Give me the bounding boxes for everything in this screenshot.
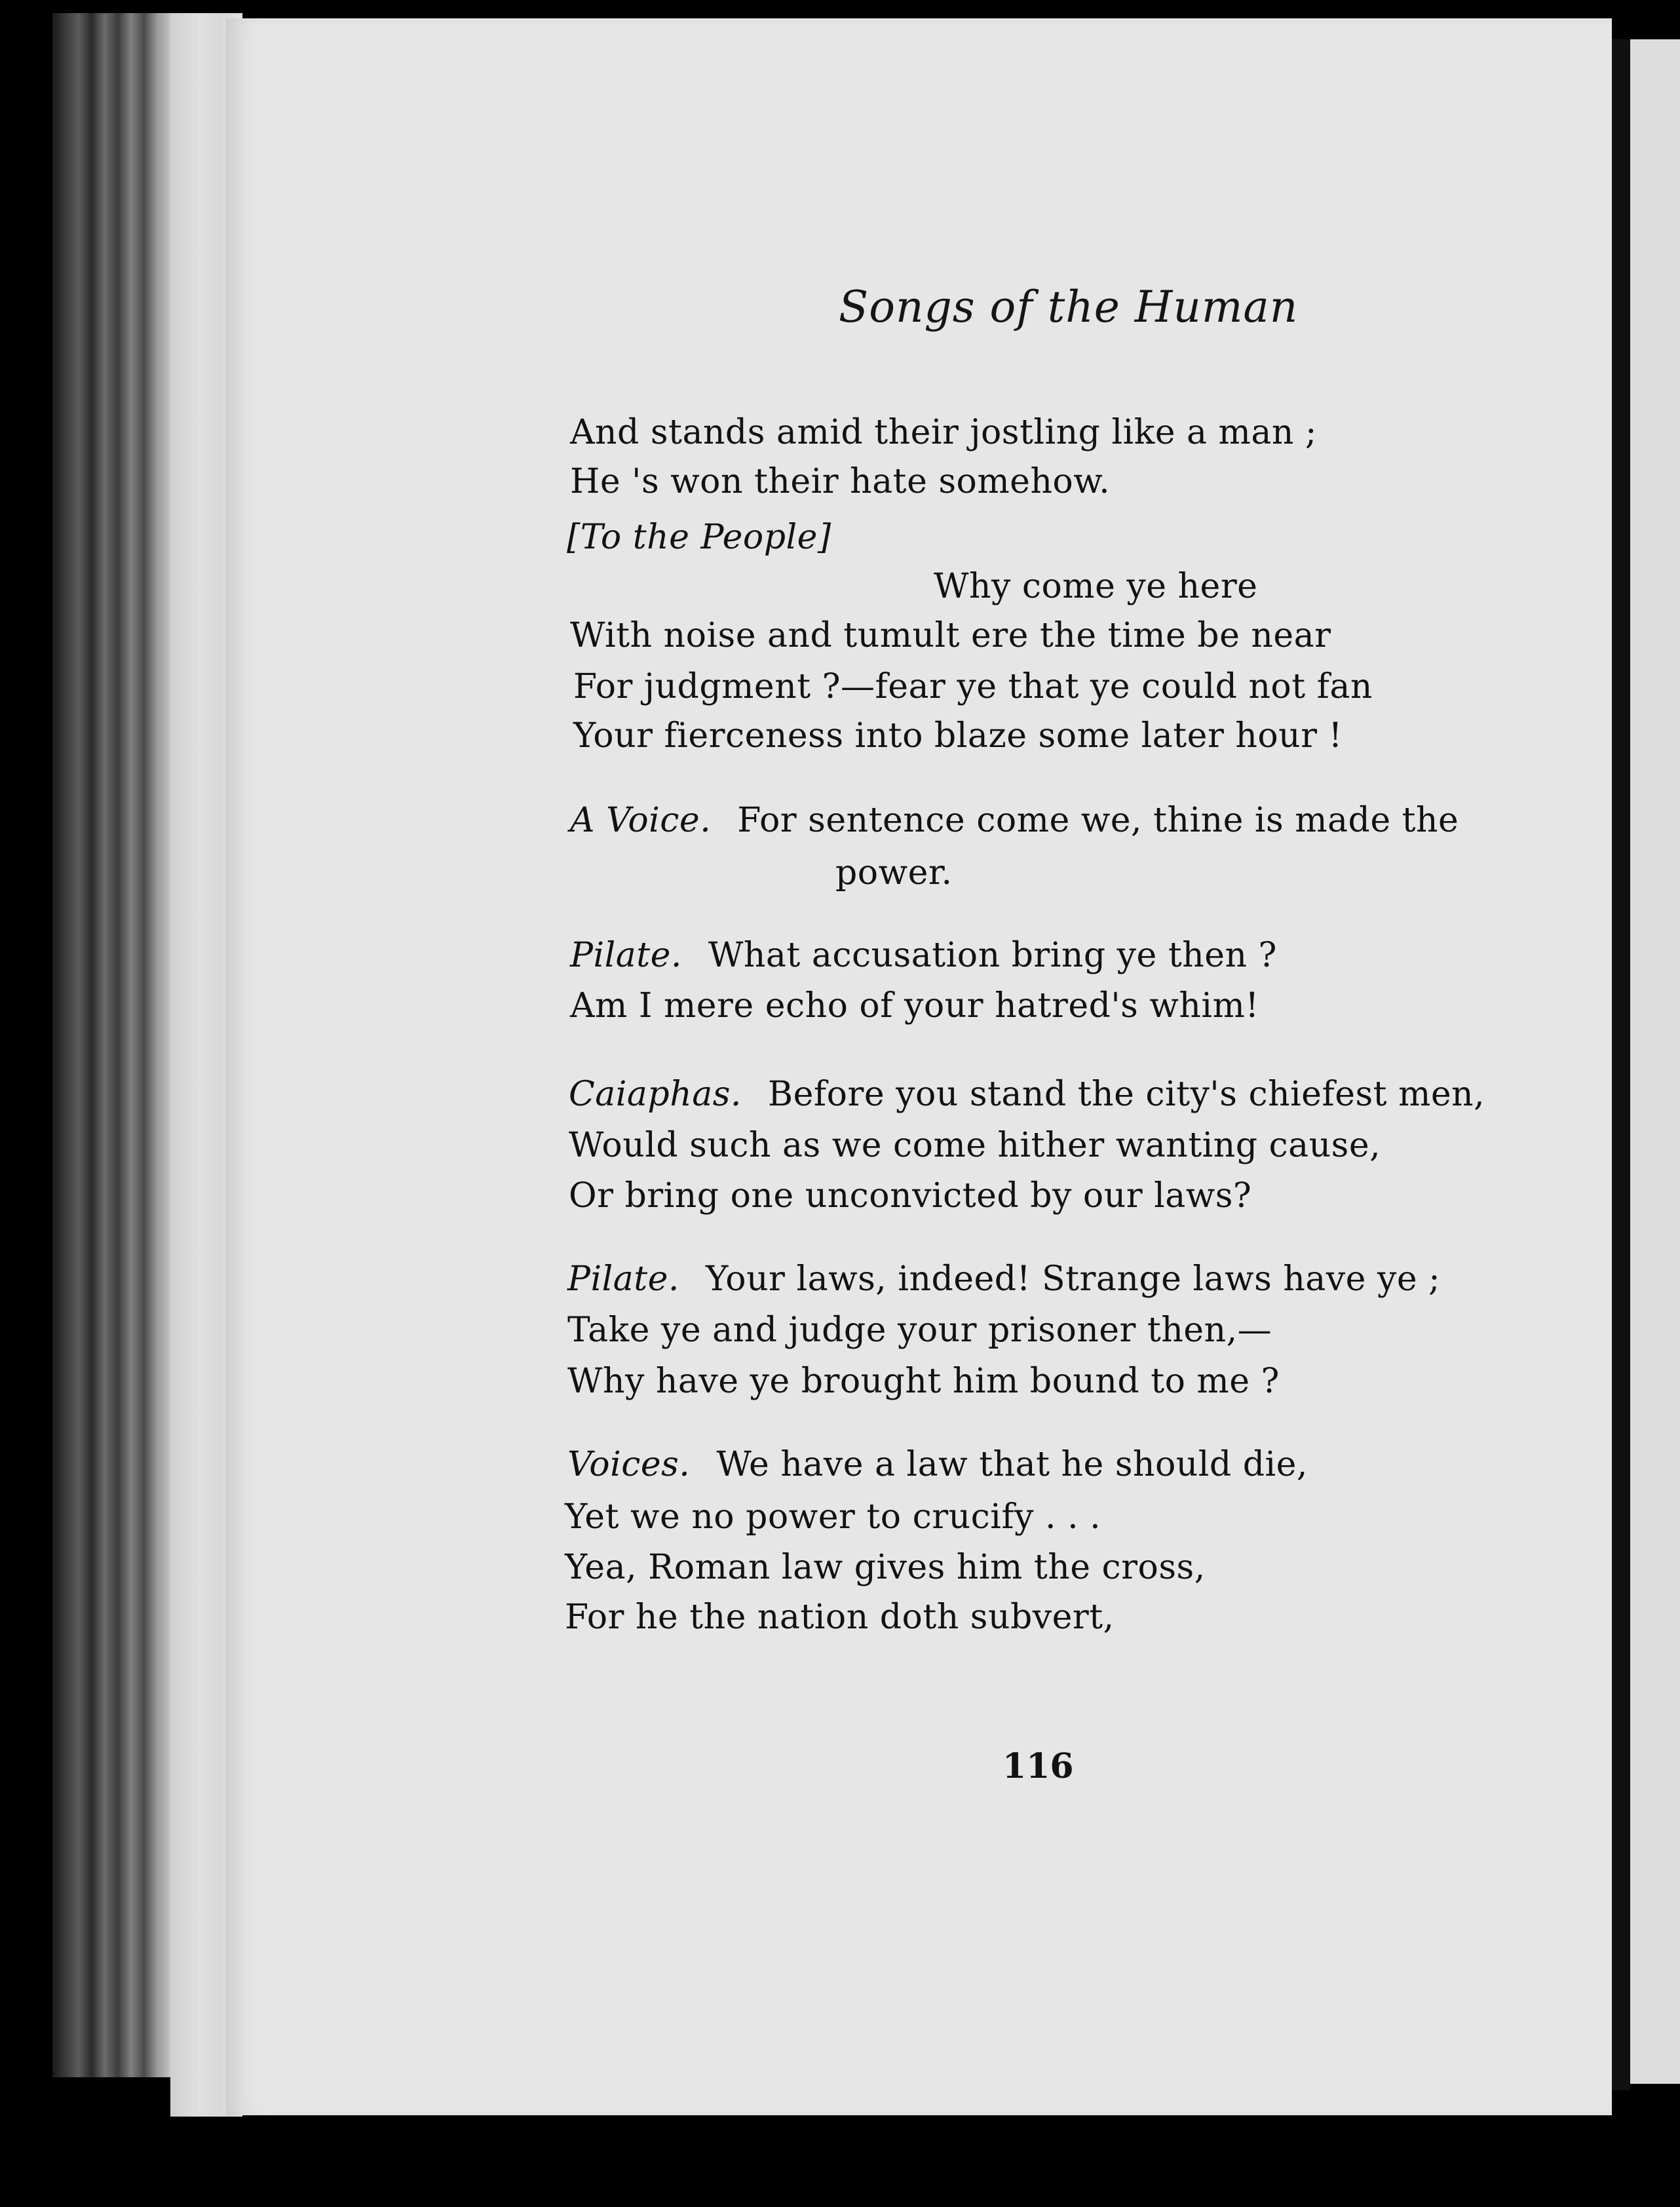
speaker-name: Pilate.: [567, 1259, 679, 1299]
dialogue-line: [570, 936, 1277, 975]
verse-line: power.: [835, 853, 953, 892]
dialogue-line: [570, 801, 1459, 840]
verse-line: Would such as we come hither wanting cause,: [569, 1126, 1381, 1165]
book-page: [226, 18, 1612, 2115]
page-number: 116: [1002, 1746, 1074, 1786]
dialogue-text: For sentence come we, thine is made the: [737, 801, 1459, 840]
dialogue-text: Your laws, indeed! Strange laws have ye ;: [705, 1259, 1441, 1299]
dialogue-text: We have a law that he should die,: [716, 1445, 1308, 1484]
verse-line: Or bring one unconvicted by our laws?: [569, 1176, 1252, 1216]
stage-direction: [To the People]: [567, 518, 831, 557]
book-page-edges: [52, 13, 174, 2077]
verse-line: For judgment ?—fear ye that ye could not fan: [573, 667, 1373, 706]
verse-line: Why come ye here: [934, 567, 1258, 606]
speaker-name: Caiaphas.: [569, 1075, 742, 1114]
verse-line: Am I mere echo of your hatred's whim!: [570, 986, 1259, 1026]
facing-page-sliver: [1630, 39, 1680, 2084]
verse-line: Take ye and judge your prisoner then,—: [567, 1311, 1272, 1350]
verse-line: And stands amid their jostling like a man ;: [570, 413, 1317, 452]
dialogue-line: [567, 1259, 1440, 1299]
dialogue-text: What accusation bring ye then ?: [708, 936, 1277, 975]
dialogue-text: Before you stand the city's chiefest men,: [767, 1075, 1485, 1114]
verse-line: Yet we no power to crucify . . .: [565, 1497, 1101, 1537]
speaker-name: A Voice.: [570, 801, 712, 840]
verse-line: Your fierceness into blaze some later hour !: [573, 716, 1343, 756]
verse-line: For he the nation doth subvert,: [565, 1598, 1115, 1637]
dialogue-line: [567, 1445, 1308, 1484]
verse-line: He 's won their hate somehow.: [570, 462, 1111, 501]
running-head: Songs of the Human: [839, 282, 1299, 332]
speaker-name: Pilate.: [570, 936, 682, 975]
verse-line: Yea, Roman law gives him the cross,: [565, 1548, 1206, 1587]
dialogue-line: [569, 1075, 1485, 1114]
speaker-name: Voices.: [567, 1445, 691, 1484]
right-page-shadow: [1612, 39, 1630, 2090]
verse-line: Why have ye brought him bound to me ?: [567, 1362, 1280, 1401]
verse-line: With noise and tumult ere the time be near: [570, 616, 1331, 655]
